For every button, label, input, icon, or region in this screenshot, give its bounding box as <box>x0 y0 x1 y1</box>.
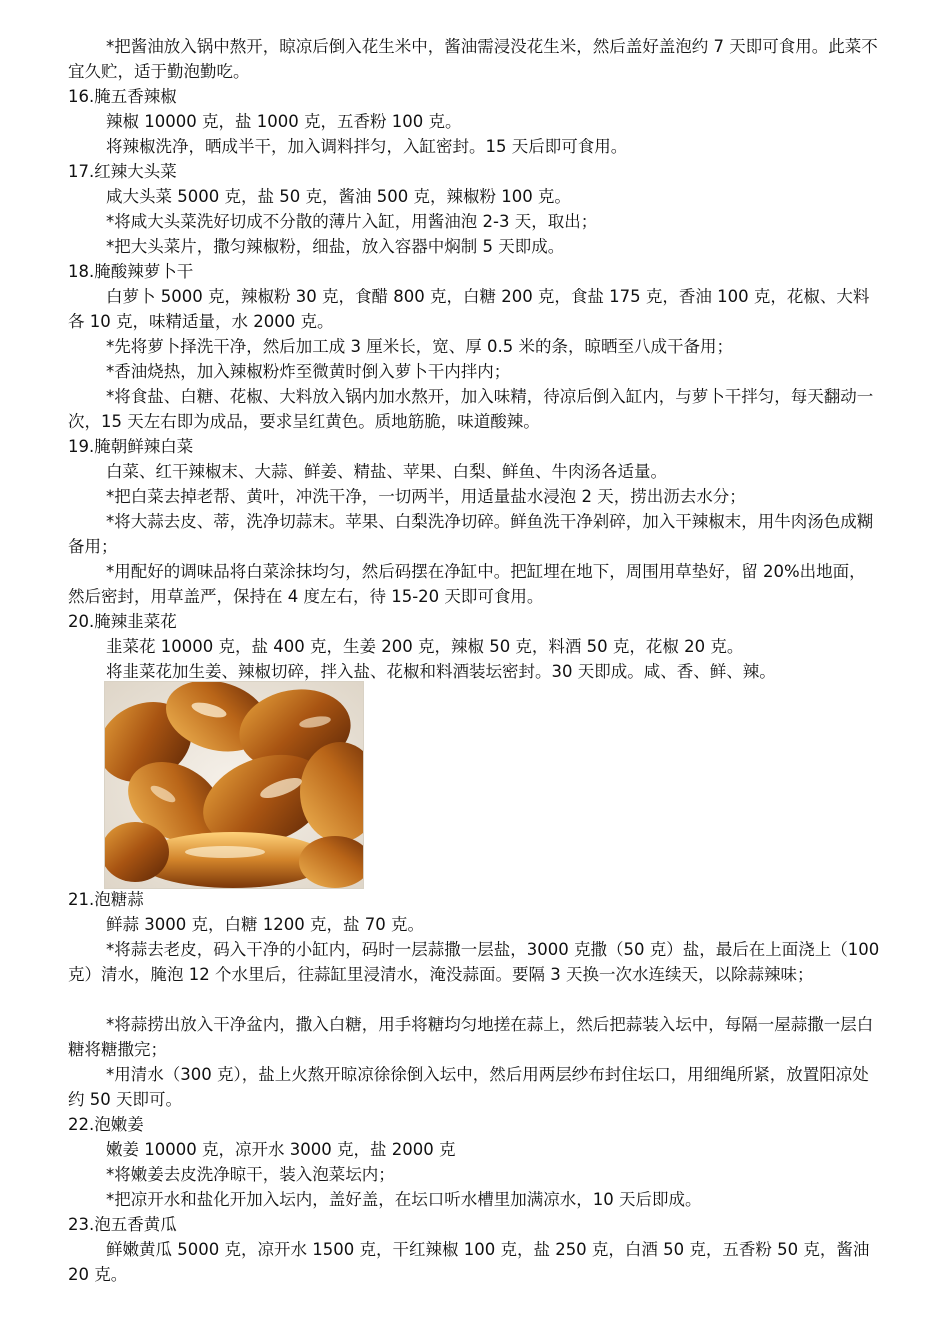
sugar-garlic-image <box>105 682 363 888</box>
paragraph: 将韭菜花加生姜、辣椒切碎，拌入盐、花椒和料酒装坛密封。30 天即成。咸、香、鲜、辣。 <box>106 662 776 681</box>
paragraph: *将食盐、白糖、花椒、大料放入锅内加水熬开，加入味精，待凉后倒入缸内，与萝卜干拌匀，每天翻动一次，15 天左右即为成品，要求呈红黄色。质地筋脆，味道酸辣。 <box>68 387 874 431</box>
paragraph: *将咸大头菜洗好切成不分散的薄片入缸，用酱油泡 2-3 天，取出； <box>106 212 598 231</box>
section-heading: 17.红辣大头菜 <box>68 162 177 181</box>
paragraph: *把大头菜片，撒匀辣椒粉，细盐，放入容器中焖制 5 天即成。 <box>106 237 565 256</box>
paragraph: *用清水（300 克），盐上火熬开晾凉徐徐倒入坛中，然后用两层纱布封住坛口，用细绳所紧，放置阳凉处约 50 天即可。 <box>68 1065 869 1109</box>
section-heading: 22.泡嫩姜 <box>68 1115 144 1134</box>
paragraph: 鲜蒜 3000 克，白糖 1200 克，盐 70 克。 <box>106 915 424 934</box>
paragraph: 辣椒 10000 克，盐 1000 克，五香粉 100 克。 <box>106 112 462 131</box>
section-heading: 18.腌酸辣萝卜干 <box>68 262 194 281</box>
paragraph: *先将萝卜择洗干净，然后加工成 3 厘米长，宽、厚 0.5 米的条，晾晒至八成干备用； <box>106 337 733 356</box>
paragraph: *把酱油放入锅中熬开，晾凉后倒入花生米中，酱油需浸没花生米，然后盖好盖泡约 7 天即可食用。此菜不宜久贮，适于勤泡勤吃。 <box>68 37 878 81</box>
section-heading: 16.腌五香辣椒 <box>68 87 177 106</box>
paragraph: *将蒜捞出放入干净盆内，撒入白糖，用手将糖均匀地搓在蒜上，然后把蒜装入坛中，每隔一屋蒜撒一层白糖将糖撒完； <box>68 1015 874 1059</box>
section-heading: 19.腌朝鲜辣白菜 <box>68 437 194 456</box>
section-heading: 20.腌辣韭菜花 <box>68 612 177 631</box>
paragraph: *将蒜去老皮，码入干净的小缸内，码时一层蒜撒一层盐，3000 克撒（50 克）盐，最后在上面浇上（100 克）清水，腌泡 12 个水里后，往蒜缸里浸清水，淹没蒜面。要隔 3 天换一次水连续天，以除蒜辣味； <box>68 940 880 984</box>
paragraph: 将辣椒洗净，晒成半干，加入调料拌匀，入缸密封。15 天后即可食用。 <box>106 137 628 156</box>
paragraph: *把凉开水和盐化开加入坛内，盖好盖，在坛口听水槽里加满凉水，10 天后即成。 <box>106 1190 702 1209</box>
paragraph: *将嫩姜去皮洗净晾干，装入泡菜坛内； <box>106 1165 395 1184</box>
paragraph: 鲜嫩黄瓜 5000 克，凉开水 1500 克，干红辣椒 100 克，盐 250 克，白酒 50 克，五香粉 50 克，酱油 20 克。 <box>68 1240 870 1284</box>
paragraph: 白菜、红干辣椒末、大蒜、鲜姜、精盐、苹果、白梨、鲜鱼、牛肉汤各适量。 <box>106 462 667 481</box>
paragraph: 韭菜花 10000 克，盐 400 克，生姜 200 克，辣椒 50 克，料酒 50 克，花椒 20 克。 <box>106 637 744 656</box>
paragraph: *香油烧热，加入辣椒粉炸至微黄时倒入萝卜干内拌内； <box>106 362 511 381</box>
section-heading: 21.泡糖蒜 <box>68 890 144 909</box>
paragraph: 嫩姜 10000 克，凉开水 3000 克，盐 2000 克 <box>106 1140 456 1159</box>
sugar-garlic-photo <box>104 681 364 889</box>
section-heading: 23.泡五香黄瓜 <box>68 1215 177 1234</box>
paragraph: 白萝卜 5000 克，辣椒粉 30 克，食醋 800 克，白糖 200 克，食盐 175 克，香油 100 克，花椒、大料各 10 克，味精适量，水 2000 克。 <box>68 287 870 331</box>
paragraph: *用配好的调味品将白菜涂抹均匀，然后码摆在净缸中。把缸埋在地下，周围用草垫好，留 20%出地面，然后密封，用草盖严，保持在 4 度左右，待 15-20 天即可食用。 <box>68 562 866 606</box>
paragraph: *把白菜去掉老帮、黄叶，冲洗干净，一切两半，用适量盐水浸泡 2 天，捞出沥去水分； <box>106 487 746 506</box>
paragraph: 咸大头菜 5000 克，盐 50 克，酱油 500 克，辣椒粉 100 克。 <box>106 187 571 206</box>
paragraph: *将大蒜去皮、蒂，洗净切蒜末。苹果、白梨洗净切碎。鲜鱼洗干净剁碎，加入干辣椒末，用牛肉汤色成糊备用； <box>68 512 874 556</box>
